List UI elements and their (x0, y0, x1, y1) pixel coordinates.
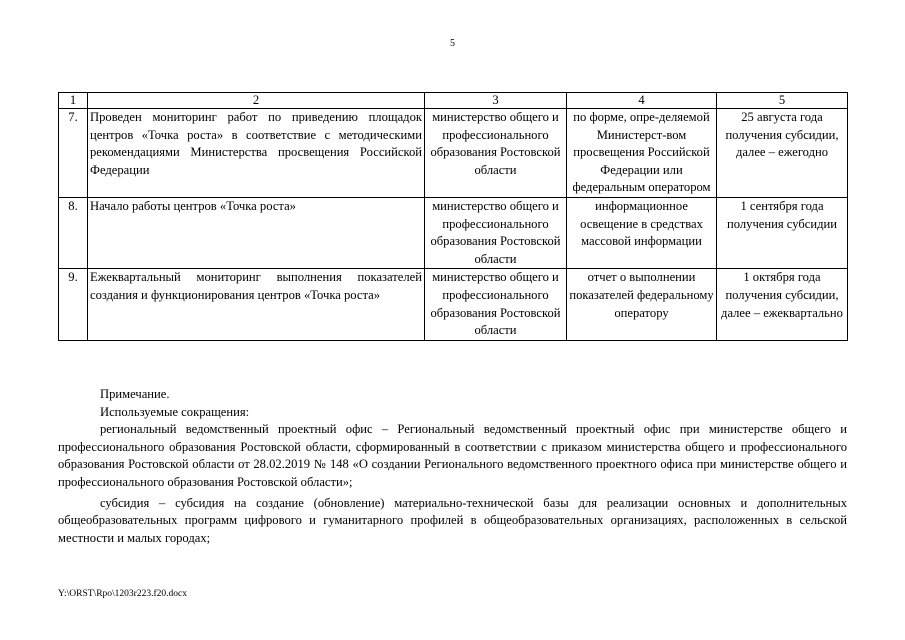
row-deadline: 1 сентября года получения субсидии (717, 197, 848, 268)
table-row (59, 109, 848, 198)
row-responsible: министерство общего и профессионального образования Ростовской области (425, 109, 567, 198)
notes-paragraph-office: региональный ведомственный проектный офис – Региональный ведомственный проектный офис при министерстве общего и профессионального образования Ростовской области, сформированный в соответствии с приказом министерства общего и профессионального образования Ростовской области от 28.02.2019 № 148 «О создании Регионального ведомственного проектного офиса при министерстве общего и профессионального образования Ростовской области»; (58, 422, 847, 489)
header-cell-1: 1 (59, 93, 88, 109)
row-format: отчет о выполнении показателей федеральному оператору (567, 269, 717, 340)
row-format: по форме, опре-деляемой Министерст-вом просвещения Российской Федерации или федеральным оператором (567, 109, 717, 198)
footer-file-path: Y:\ORST\Rpo\1203r223.f20.docx (58, 589, 187, 599)
notes-subtitle: Используемые сокращения: (100, 404, 250, 419)
row-deadline: 25 августа года получения субсидии, далее – ежегодно (717, 109, 848, 198)
table-row (59, 197, 848, 268)
table-row (59, 269, 848, 340)
measures-table (58, 92, 848, 341)
row-deadline: 1 октября года получения субсидии, далее – ежеквартально (717, 269, 848, 340)
row-number: 7. (59, 109, 88, 198)
row-responsible: министерство общего и профессионального образования Ростовской области (425, 197, 567, 268)
row-responsible: министерство общего и профессионального образования Ростовской области (425, 269, 567, 340)
notes-paragraph-subsidy: субсидия – субсидия на создание (обновление) материально-технической базы для реализации основных и дополнительных общеобразовательных программ цифрового и гуманитарного профилей в общеобразовательных организациях, расположенных в сельской местности и малых городах; (58, 495, 847, 545)
notes-section (58, 386, 847, 547)
header-cell-4: 4 (567, 93, 717, 109)
notes-title: Примечание. (100, 387, 170, 401)
row-task: Проведен мониторинг работ по приведению площадок центров «Точка роста» в соответствие с методическими рекомендациями Министерства просвещения Российской Федерации (88, 109, 425, 198)
header-cell-3: 3 (425, 93, 567, 109)
row-number: 9. (59, 269, 88, 340)
row-task: Начало работы центров «Точка роста» (88, 197, 425, 268)
row-format: информационное освещение в средствах массовой информации (567, 197, 717, 268)
page-number: 5 (450, 38, 455, 49)
row-task: Ежеквартальный мониторинг выполнения показателей создания и функционирования центров «Точка роста» (88, 269, 425, 340)
row-number: 8. (59, 197, 88, 268)
header-cell-5: 5 (717, 93, 848, 109)
header-cell-2: 2 (88, 93, 425, 109)
table-header-row (59, 93, 848, 109)
